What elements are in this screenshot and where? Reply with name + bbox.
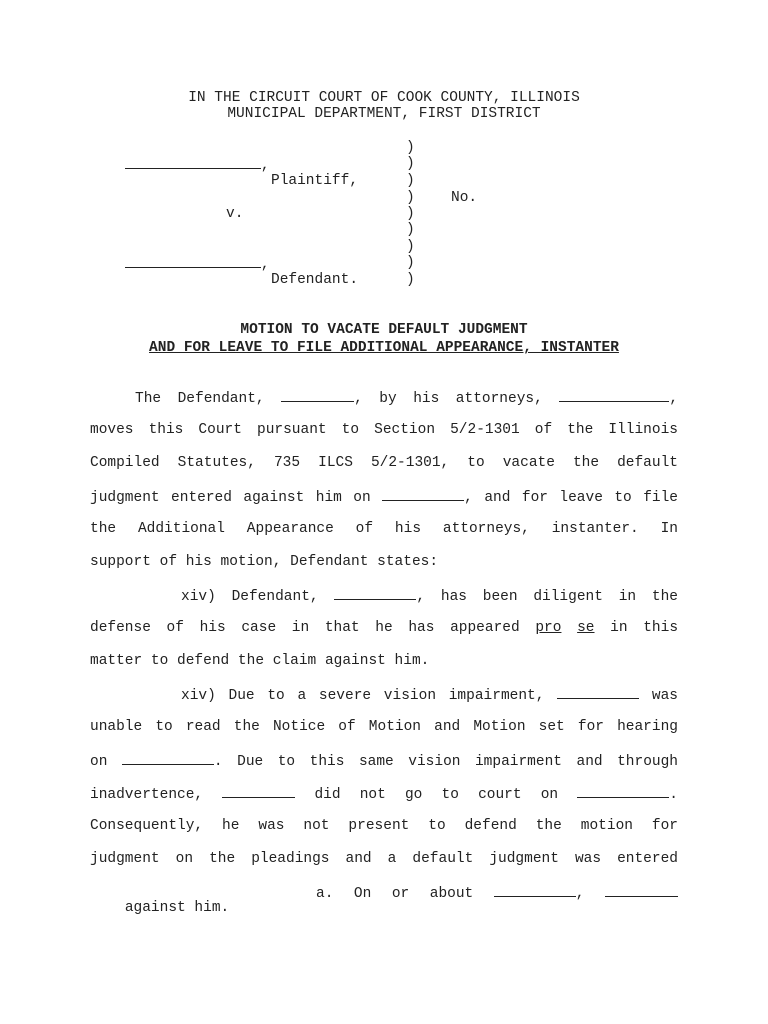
pro-se-text: se <box>577 620 595 636</box>
defendant-name-blank <box>281 389 354 402</box>
body-line: matter to defend the claim against him. <box>90 653 430 669</box>
text-segment: On or about <box>353 886 474 902</box>
text-segment: The Defendant, <box>135 391 265 407</box>
paren: ) <box>406 255 415 271</box>
text-segment: was <box>651 688 678 704</box>
motion-title: MOTION TO VACATE DEFAULT JUDGMENT <box>240 322 528 338</box>
motion-subtitle-text: AND FOR LEAVE TO FILE ADDITIONAL APPEARANCE, INSTANTER <box>149 340 619 356</box>
hearing-date-blank <box>122 752 214 765</box>
paren: ) <box>406 156 415 172</box>
text-segment: inadvertence, <box>90 787 204 803</box>
body-line <box>90 785 678 803</box>
paren: ) <box>406 173 415 189</box>
body-line <box>90 884 229 932</box>
paren: ) <box>406 222 415 238</box>
judgment-date-blank <box>382 488 464 501</box>
text-segment: judgment entered against him on <box>90 490 371 506</box>
text-segment: , <box>575 886 585 902</box>
body-line <box>135 389 678 407</box>
versus-label: v. <box>226 206 244 222</box>
text-segment: xiv) Due to a severe vision impairment, <box>181 688 545 704</box>
date-blank <box>494 884 576 897</box>
text-segment: , and for leave to file <box>464 490 679 506</box>
name-blank <box>605 884 678 897</box>
case-number-label: No. <box>451 190 478 206</box>
attorneys-blank <box>559 389 669 402</box>
defendant-comma: , <box>260 257 270 273</box>
body-line: Compiled Statutes, 735 ILCS 5/2-1301, to vacate the default <box>90 455 678 471</box>
defendant-blank <box>125 255 261 268</box>
text-segment: did not go to court on <box>314 787 559 803</box>
paren: ) <box>406 206 415 222</box>
text-segment: against him. <box>124 900 230 916</box>
body-line: the Additional Appearance of his attorneys, instanter. In <box>90 521 678 537</box>
body-line <box>181 587 678 605</box>
motion-subtitle <box>0 340 768 356</box>
body-line <box>90 488 678 506</box>
paren: ) <box>406 190 415 206</box>
body-line <box>316 884 678 902</box>
text-segment: on <box>90 754 108 770</box>
body-line <box>90 752 678 770</box>
body-line <box>181 686 678 704</box>
pro-se-text: pro <box>535 620 562 636</box>
court-name: IN THE CIRCUIT COURT OF COOK COUNTY, ILLINOIS <box>188 90 580 106</box>
plaintiff-name-line <box>90 140 270 190</box>
plaintiff-comma: , <box>260 158 270 174</box>
text-segment: . Due to this same vision impairment and through <box>213 754 679 770</box>
text-segment: , <box>669 391 679 407</box>
text-segment: xiv) Defendant, <box>181 589 319 605</box>
text-segment: defense of his case in that he has appeared <box>90 620 520 636</box>
paren: ) <box>406 239 415 255</box>
body-line <box>90 620 678 636</box>
body-line: moves this Court pursuant to Section 5/2-1301 of the Illinois <box>90 422 678 438</box>
body-line: unable to read the Notice of Motion and Motion set for hearing <box>90 719 678 735</box>
paren: ) <box>406 140 415 156</box>
person-name-blank <box>222 785 295 798</box>
text-segment: , by his attorneys, <box>354 391 543 407</box>
text-segment: . <box>669 787 678 803</box>
plaintiff-blank <box>125 156 261 169</box>
text-segment: in this <box>610 620 679 636</box>
court-date-blank <box>577 785 669 798</box>
defendant-name-blank <box>334 587 416 600</box>
body-line: Consequently, he was not present to defend the motion for <box>90 818 678 834</box>
body-line: judgment on the pleadings and a default judgment was entered <box>90 851 678 867</box>
defendant-label: Defendant. <box>271 272 359 288</box>
court-department: MUNICIPAL DEPARTMENT, FIRST DISTRICT <box>227 106 541 122</box>
person-name-blank <box>557 686 639 699</box>
text-segment: , has been diligent in the <box>416 589 678 605</box>
plaintiff-label: Plaintiff, <box>271 173 359 189</box>
paren: ) <box>406 272 415 288</box>
defendant-name-line <box>90 239 270 289</box>
list-marker: a. <box>316 886 334 902</box>
body-line: support of his motion, Defendant states: <box>90 554 439 570</box>
